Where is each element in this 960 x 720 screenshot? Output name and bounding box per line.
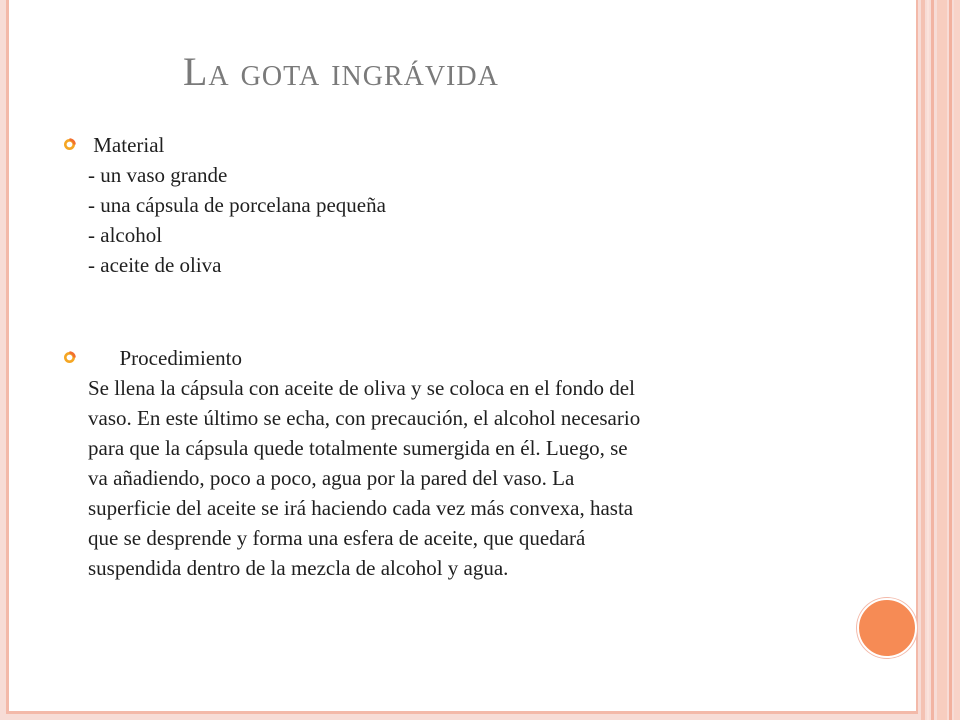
decorative-stripe [937, 0, 947, 720]
procedimiento-line: suspendida dentro de la mezcla de alcohol y agua. [88, 556, 509, 580]
procedimiento-line: vaso. En este último se echa, con precaución, el alcohol necesario [88, 406, 641, 430]
material-item: - un vaso grande [88, 163, 228, 187]
decorative-stripe [949, 0, 952, 720]
slide-title: La gota ingrávida [183, 49, 499, 94]
procedimiento-heading: Procedimiento [88, 346, 242, 370]
procedimiento-bullet [63, 343, 823, 583]
decorative-stripe [921, 0, 925, 720]
procedimiento-line: superficie del aceite se irá haciendo cada vez más convexa, hasta [88, 496, 634, 520]
material-item: - alcohol [88, 223, 163, 247]
material-heading: Material [88, 133, 165, 157]
decorative-stripe [927, 0, 929, 720]
material-item: - aceite de oliva [88, 253, 222, 277]
material-item: - una cápsula de porcelana pequeña [88, 193, 386, 217]
material-bullet [63, 130, 823, 280]
bullet-ring-icon [63, 351, 76, 364]
procedimiento-line: Se llena la cápsula con aceite de oliva y se coloca en el fondo del [88, 376, 635, 400]
procedimiento-line: para que la cápsula quede totalmente sumergida en él. Luego, se [88, 436, 628, 460]
bullet-ring-icon [63, 138, 76, 151]
decorative-circle [857, 598, 917, 658]
decorative-stripe [931, 0, 934, 720]
procedimiento-line: que se desprende y forma una esfera de aceite, que quedará [88, 526, 586, 550]
procedimiento-line: va añadiendo, poco a poco, agua por la pared del vaso. La [88, 466, 575, 490]
decorative-stripe [954, 0, 960, 720]
